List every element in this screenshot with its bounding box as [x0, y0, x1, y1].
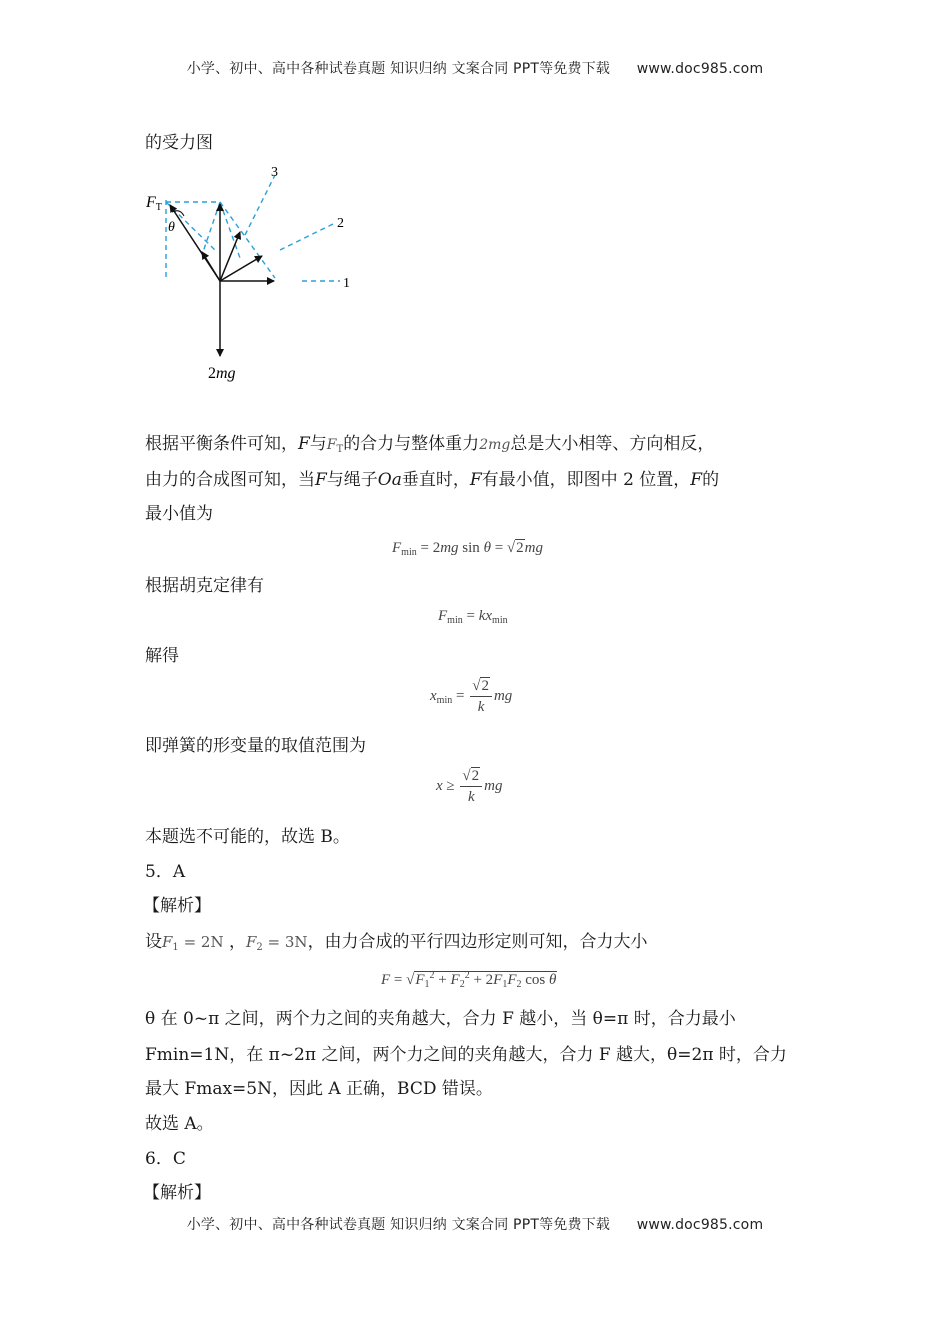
q6-title: 6．C: [145, 1149, 186, 1169]
para1-line1: 根据平衡条件可知，F与$F_T$的合力与整体重力2mg总是大小相等、方向相反，: [145, 434, 715, 455]
equation-xmin: $x_{min}$ = $\frac{√2}{k}$ mg: [430, 678, 513, 715]
conclusion-text: 本题选不可能的，故选 B。: [145, 827, 350, 847]
page-header: [0, 58, 950, 78]
label-1: 1: [343, 276, 350, 291]
dashed-lines: [166, 175, 340, 281]
arrow-3: [220, 232, 240, 281]
footer-url[interactable]: www.doc985.com: [636, 1217, 764, 1233]
q5-line1: 设$F_1 = 2N$ ，$F_2 = 3N$，由力合成的平行四边形定则可知，合力大小: [145, 932, 648, 953]
footer-text: 小学、初中、高中各种试卷真题 知识归纳 文案合同 PPT等免费下载: [186, 1217, 611, 1233]
arrow-short: [202, 252, 220, 281]
q6-analysis-label: 【解析】: [143, 1183, 211, 1203]
label-3: 3: [271, 165, 278, 180]
arrow-2: [220, 256, 262, 281]
label-2mg: 2mg: [208, 365, 236, 382]
range-text: 即弹簧的形变量的取值范围为: [145, 736, 366, 756]
theta-arc: [172, 211, 184, 216]
q5-analysis-label: 【解析】: [143, 896, 211, 916]
q5-line5: 故选 A。: [145, 1114, 214, 1134]
equation-resultant: $F = √F_1^2 + F_2^2 + 2F_1F_2$ cos θ: [381, 970, 557, 990]
q5-line3: Fmin=1N，在 π~2π 之间，两个力之间的夹角越大，合力 F 越大，θ=2π 时，合力: [145, 1045, 787, 1065]
header-url[interactable]: www.doc985.com: [636, 61, 764, 77]
label-FT: FT: [146, 194, 162, 213]
intro-text: 的受力图: [145, 133, 213, 153]
label-theta: θ: [168, 220, 175, 235]
equation-hooke: $F_{min} = kx_{min}$: [438, 608, 508, 626]
q5-line2: θ 在 0~π 之间，两个力之间的夹角越大，合力 F 越小，当 θ=π 时，合力最小: [145, 1009, 736, 1029]
dash-line-2: [280, 223, 335, 250]
q5-title: 5．A: [145, 862, 186, 882]
para1-line3: 最小值为: [145, 504, 213, 524]
q5-line4: 最大 Fmax=5N，因此 A 正确，BCD 错误。: [145, 1079, 493, 1099]
header-text: 小学、初中、高中各种试卷真题 知识归纳 文案合同 PPT等免费下载: [186, 61, 611, 77]
page-footer: [0, 1214, 950, 1234]
dash-diagonal-right: [220, 202, 275, 278]
dash-line-3: [245, 175, 275, 235]
hooke-text: 根据胡克定律有: [145, 576, 264, 596]
para1-line2: 由力的合成图可知，当F与绳子Oa垂直时，F有最小值，即图中 2 位置，F的: [145, 470, 720, 490]
dash-mid2: [220, 202, 240, 258]
equation-range: x ≥ $\frac{√2}{k}$ mg: [436, 768, 503, 805]
force-diagram: [140, 160, 380, 390]
label-2: 2: [337, 216, 344, 231]
solve-text: 解得: [145, 646, 179, 666]
equation-fmin: $F_{min} = 2mg$ sin θ = √2mg: [392, 540, 543, 558]
